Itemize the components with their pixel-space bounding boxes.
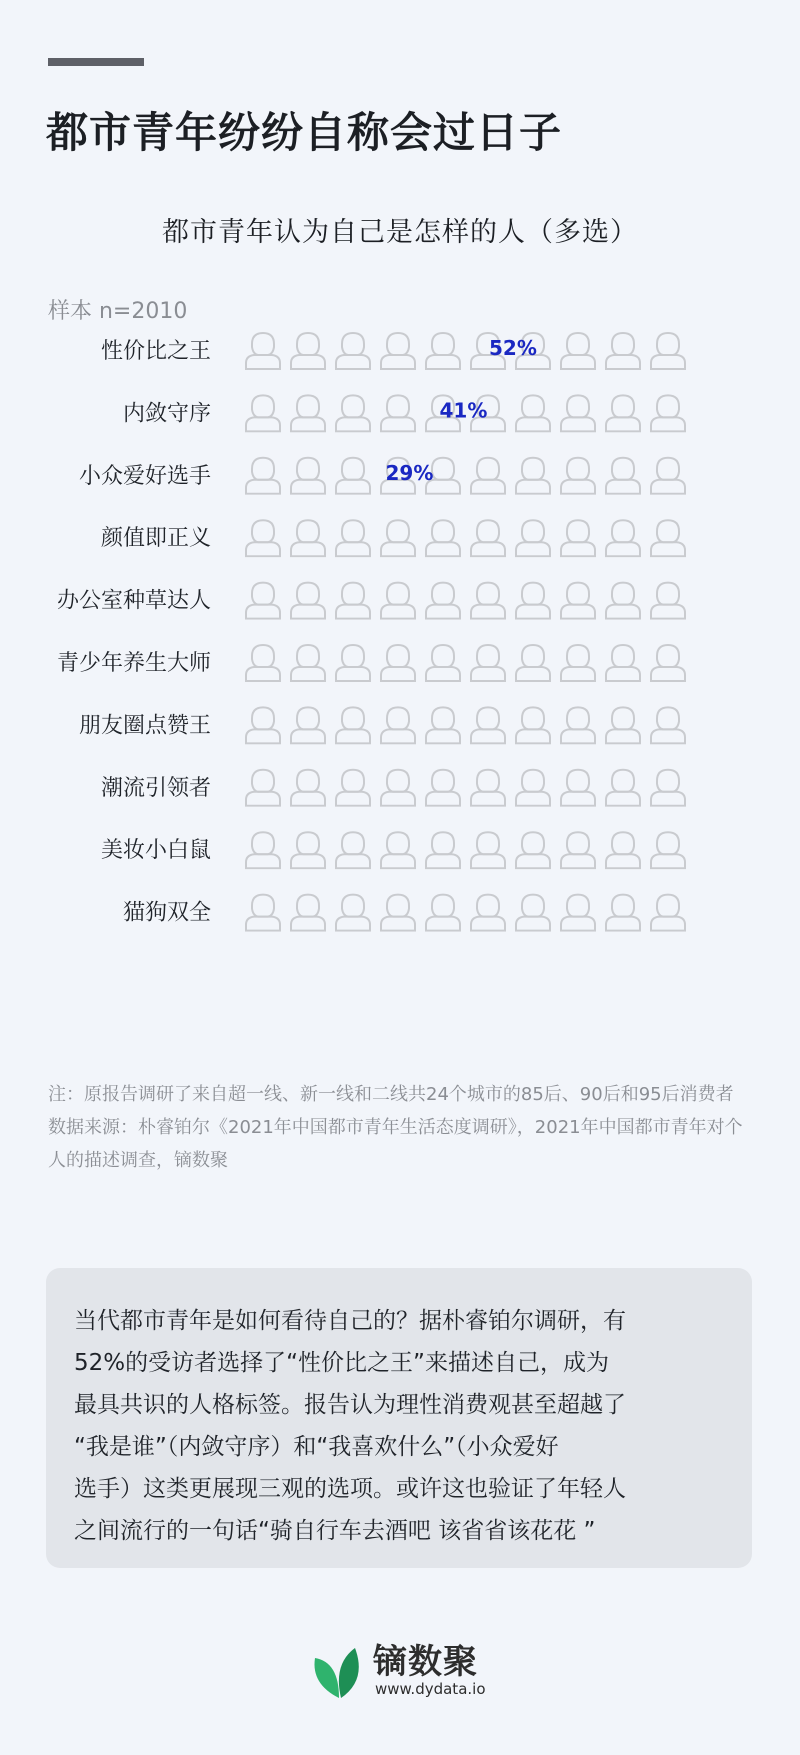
person-icon-filled — [246, 770, 280, 806]
person-icon — [336, 770, 370, 806]
person-icon-filled — [291, 520, 325, 556]
person-icon-filled — [246, 395, 280, 431]
person-icon — [246, 895, 280, 931]
person-icon — [381, 645, 415, 681]
person-icon — [381, 583, 415, 619]
person-icon — [426, 832, 460, 868]
person-icon — [606, 583, 640, 619]
person-icon — [471, 832, 505, 868]
person-icon — [516, 832, 550, 868]
category-label: 内敛守序 — [122, 401, 211, 427]
person-icon-filled — [291, 832, 325, 868]
person-icon — [336, 583, 370, 619]
summary-line: 之间流行的一句话“骑自行车去酒吧 该省省该花花 ” — [74, 1518, 596, 1544]
person-icon — [291, 583, 325, 619]
person-icon — [246, 333, 280, 369]
person-icon — [381, 895, 415, 931]
person-icon — [291, 458, 325, 494]
chart-row — [123, 395, 685, 431]
person-icon — [291, 645, 325, 681]
person-icon-filled — [291, 333, 325, 369]
person-icon — [291, 895, 325, 931]
person-icon — [336, 645, 370, 681]
person-icon — [291, 770, 325, 806]
leaf-icon — [309, 1628, 369, 1700]
person-icon — [246, 645, 280, 681]
note-data-source: 数据来源：朴睿铂尔《2021年中国都市青年生活态度调研》，2021年中国都市青年对个人的描述调查，镝数聚 — [48, 1117, 743, 1171]
person-icon — [651, 707, 685, 743]
person-icon — [606, 707, 640, 743]
person-icon — [516, 707, 550, 743]
person-icon-filled — [291, 770, 325, 806]
person-icon — [516, 583, 550, 619]
brand-url: www.dydata.io — [375, 1680, 486, 1698]
person-icon — [561, 395, 595, 431]
summary-box — [46, 1268, 752, 1568]
chart-row — [101, 333, 685, 369]
person-icon — [426, 770, 460, 806]
person-icon — [561, 583, 595, 619]
person-icon-filled — [246, 645, 280, 681]
person-icon — [381, 333, 415, 369]
person-icon — [651, 770, 685, 806]
chart-title: 都市青年认为自己是怎样的人（多选） — [162, 217, 638, 248]
person-icon — [651, 583, 685, 619]
category-label: 美妆小白鼠 — [100, 838, 211, 864]
person-icon — [651, 520, 685, 556]
chart-row — [101, 770, 685, 806]
person-icon — [516, 395, 550, 431]
person-icon — [471, 770, 505, 806]
person-icon — [426, 895, 460, 931]
person-icon — [381, 395, 415, 431]
chart-row — [101, 520, 685, 556]
person-icon — [381, 832, 415, 868]
person-icon — [561, 895, 595, 931]
person-icon — [651, 333, 685, 369]
person-icon-filled — [291, 645, 325, 681]
person-icon — [471, 707, 505, 743]
person-icon — [246, 583, 280, 619]
person-icon — [246, 458, 280, 494]
note-source-scope: 注：原报告调研了来自超一线、新一线和二线共24个城市的85后、90后和95后消费者 — [48, 1084, 734, 1105]
person-icon-filled — [336, 583, 370, 619]
person-icon — [381, 770, 415, 806]
brand-logo — [307, 1628, 507, 1708]
category-label: 潮流引领者 — [100, 775, 211, 801]
category-label: 青少年养生大师 — [56, 651, 211, 676]
person-icon — [561, 645, 595, 681]
person-icon — [606, 832, 640, 868]
person-icon — [471, 520, 505, 556]
person-icon — [426, 520, 460, 556]
person-icon — [291, 333, 325, 369]
person-icon-filled — [381, 333, 415, 369]
person-icon-filled — [291, 395, 325, 431]
person-icon — [336, 520, 370, 556]
person-icon — [606, 645, 640, 681]
person-icon-filled — [246, 583, 280, 619]
value-label: 29% — [385, 460, 434, 485]
person-icon — [561, 333, 595, 369]
person-icon — [561, 520, 595, 556]
person-icon — [561, 770, 595, 806]
person-icon — [606, 895, 640, 931]
person-icon — [246, 707, 280, 743]
person-icon — [516, 458, 550, 494]
person-icon — [471, 895, 505, 931]
person-icon — [471, 645, 505, 681]
person-icon-filled — [246, 520, 280, 556]
value-label: 52% — [489, 336, 537, 360]
person-icon — [246, 395, 280, 431]
person-icon — [606, 395, 640, 431]
person-icon-filled — [336, 333, 370, 369]
person-icon — [471, 583, 505, 619]
chart-row — [79, 707, 685, 743]
category-label: 颜值即正义 — [100, 526, 211, 552]
person-icon — [651, 645, 685, 681]
person-icon — [426, 583, 460, 619]
chart-row — [123, 895, 685, 931]
person-icon-filled — [246, 458, 280, 494]
person-icon — [516, 520, 550, 556]
person-icon-filled — [336, 520, 370, 556]
person-icon-filled — [246, 832, 280, 868]
footnotes — [48, 1078, 754, 1177]
value-label: 41% — [439, 398, 488, 423]
person-icon — [606, 333, 640, 369]
summary-line: 最具共识的人格标签。报告认为理性消费观甚至超越了 — [74, 1392, 626, 1418]
person-icon — [606, 458, 640, 494]
summary-line: 选手）这类更展现三观的选项。或许这也验证了年轻人 — [74, 1476, 626, 1502]
person-icon-filled — [291, 583, 325, 619]
person-icon — [246, 520, 280, 556]
person-icon — [336, 832, 370, 868]
category-label: 朋友圈点赞王 — [78, 713, 211, 739]
person-icon — [606, 770, 640, 806]
chart-row — [79, 458, 685, 494]
person-icon — [426, 645, 460, 681]
person-icon-filled — [381, 395, 415, 431]
person-icon — [291, 520, 325, 556]
person-icon-filled — [246, 707, 280, 743]
person-icon — [606, 520, 640, 556]
person-icon — [651, 895, 685, 931]
page-title: 都市青年纷纷自称会过日子 — [46, 108, 563, 157]
person-icon — [381, 520, 415, 556]
person-icon — [516, 895, 550, 931]
chart-row — [57, 645, 685, 681]
chart-row — [57, 583, 685, 619]
person-icon-filled — [246, 333, 280, 369]
summary-line: 52%的受访者选择了“性价比之王”来描述自己，成为 — [74, 1350, 609, 1376]
category-label: 小众爱好选手 — [78, 463, 211, 489]
person-icon — [516, 770, 550, 806]
sample-size-note: 样本 n=2010 — [48, 299, 188, 324]
person-icon — [426, 707, 460, 743]
person-icon — [651, 832, 685, 868]
person-icon — [651, 395, 685, 431]
person-icon — [336, 333, 370, 369]
person-icon — [336, 707, 370, 743]
category-label: 猫狗双全 — [122, 900, 211, 926]
person-icon — [561, 458, 595, 494]
brand-name: 镝数聚 — [373, 1642, 478, 1682]
person-icon — [471, 458, 505, 494]
person-icon — [336, 395, 370, 431]
person-icon — [246, 832, 280, 868]
person-icon — [291, 707, 325, 743]
chart-row — [101, 832, 685, 868]
person-icon — [381, 707, 415, 743]
person-icon-filled — [246, 895, 280, 931]
category-label: 办公室种草达人 — [56, 588, 211, 614]
person-icon — [651, 458, 685, 494]
person-icon — [336, 458, 370, 494]
category-label: 性价比之王 — [100, 339, 211, 364]
person-icon-filled — [336, 458, 370, 494]
person-icon — [291, 395, 325, 431]
person-icon-filled — [426, 333, 460, 369]
person-icon — [561, 832, 595, 868]
summary-line: 当代都市青年是如何看待自己的？据朴睿铂尔调研，有 — [74, 1308, 626, 1334]
person-icon — [336, 895, 370, 931]
person-icon — [426, 333, 460, 369]
person-icon-filled — [291, 707, 325, 743]
person-icon — [246, 770, 280, 806]
person-icon-filled — [291, 458, 325, 494]
person-icon — [291, 832, 325, 868]
person-icon — [516, 645, 550, 681]
person-icon — [561, 707, 595, 743]
summary-line: “我是谁”（内敛守序）和“我喜欢什么”（小众爱好 — [74, 1434, 559, 1460]
person-icon-filled — [336, 395, 370, 431]
